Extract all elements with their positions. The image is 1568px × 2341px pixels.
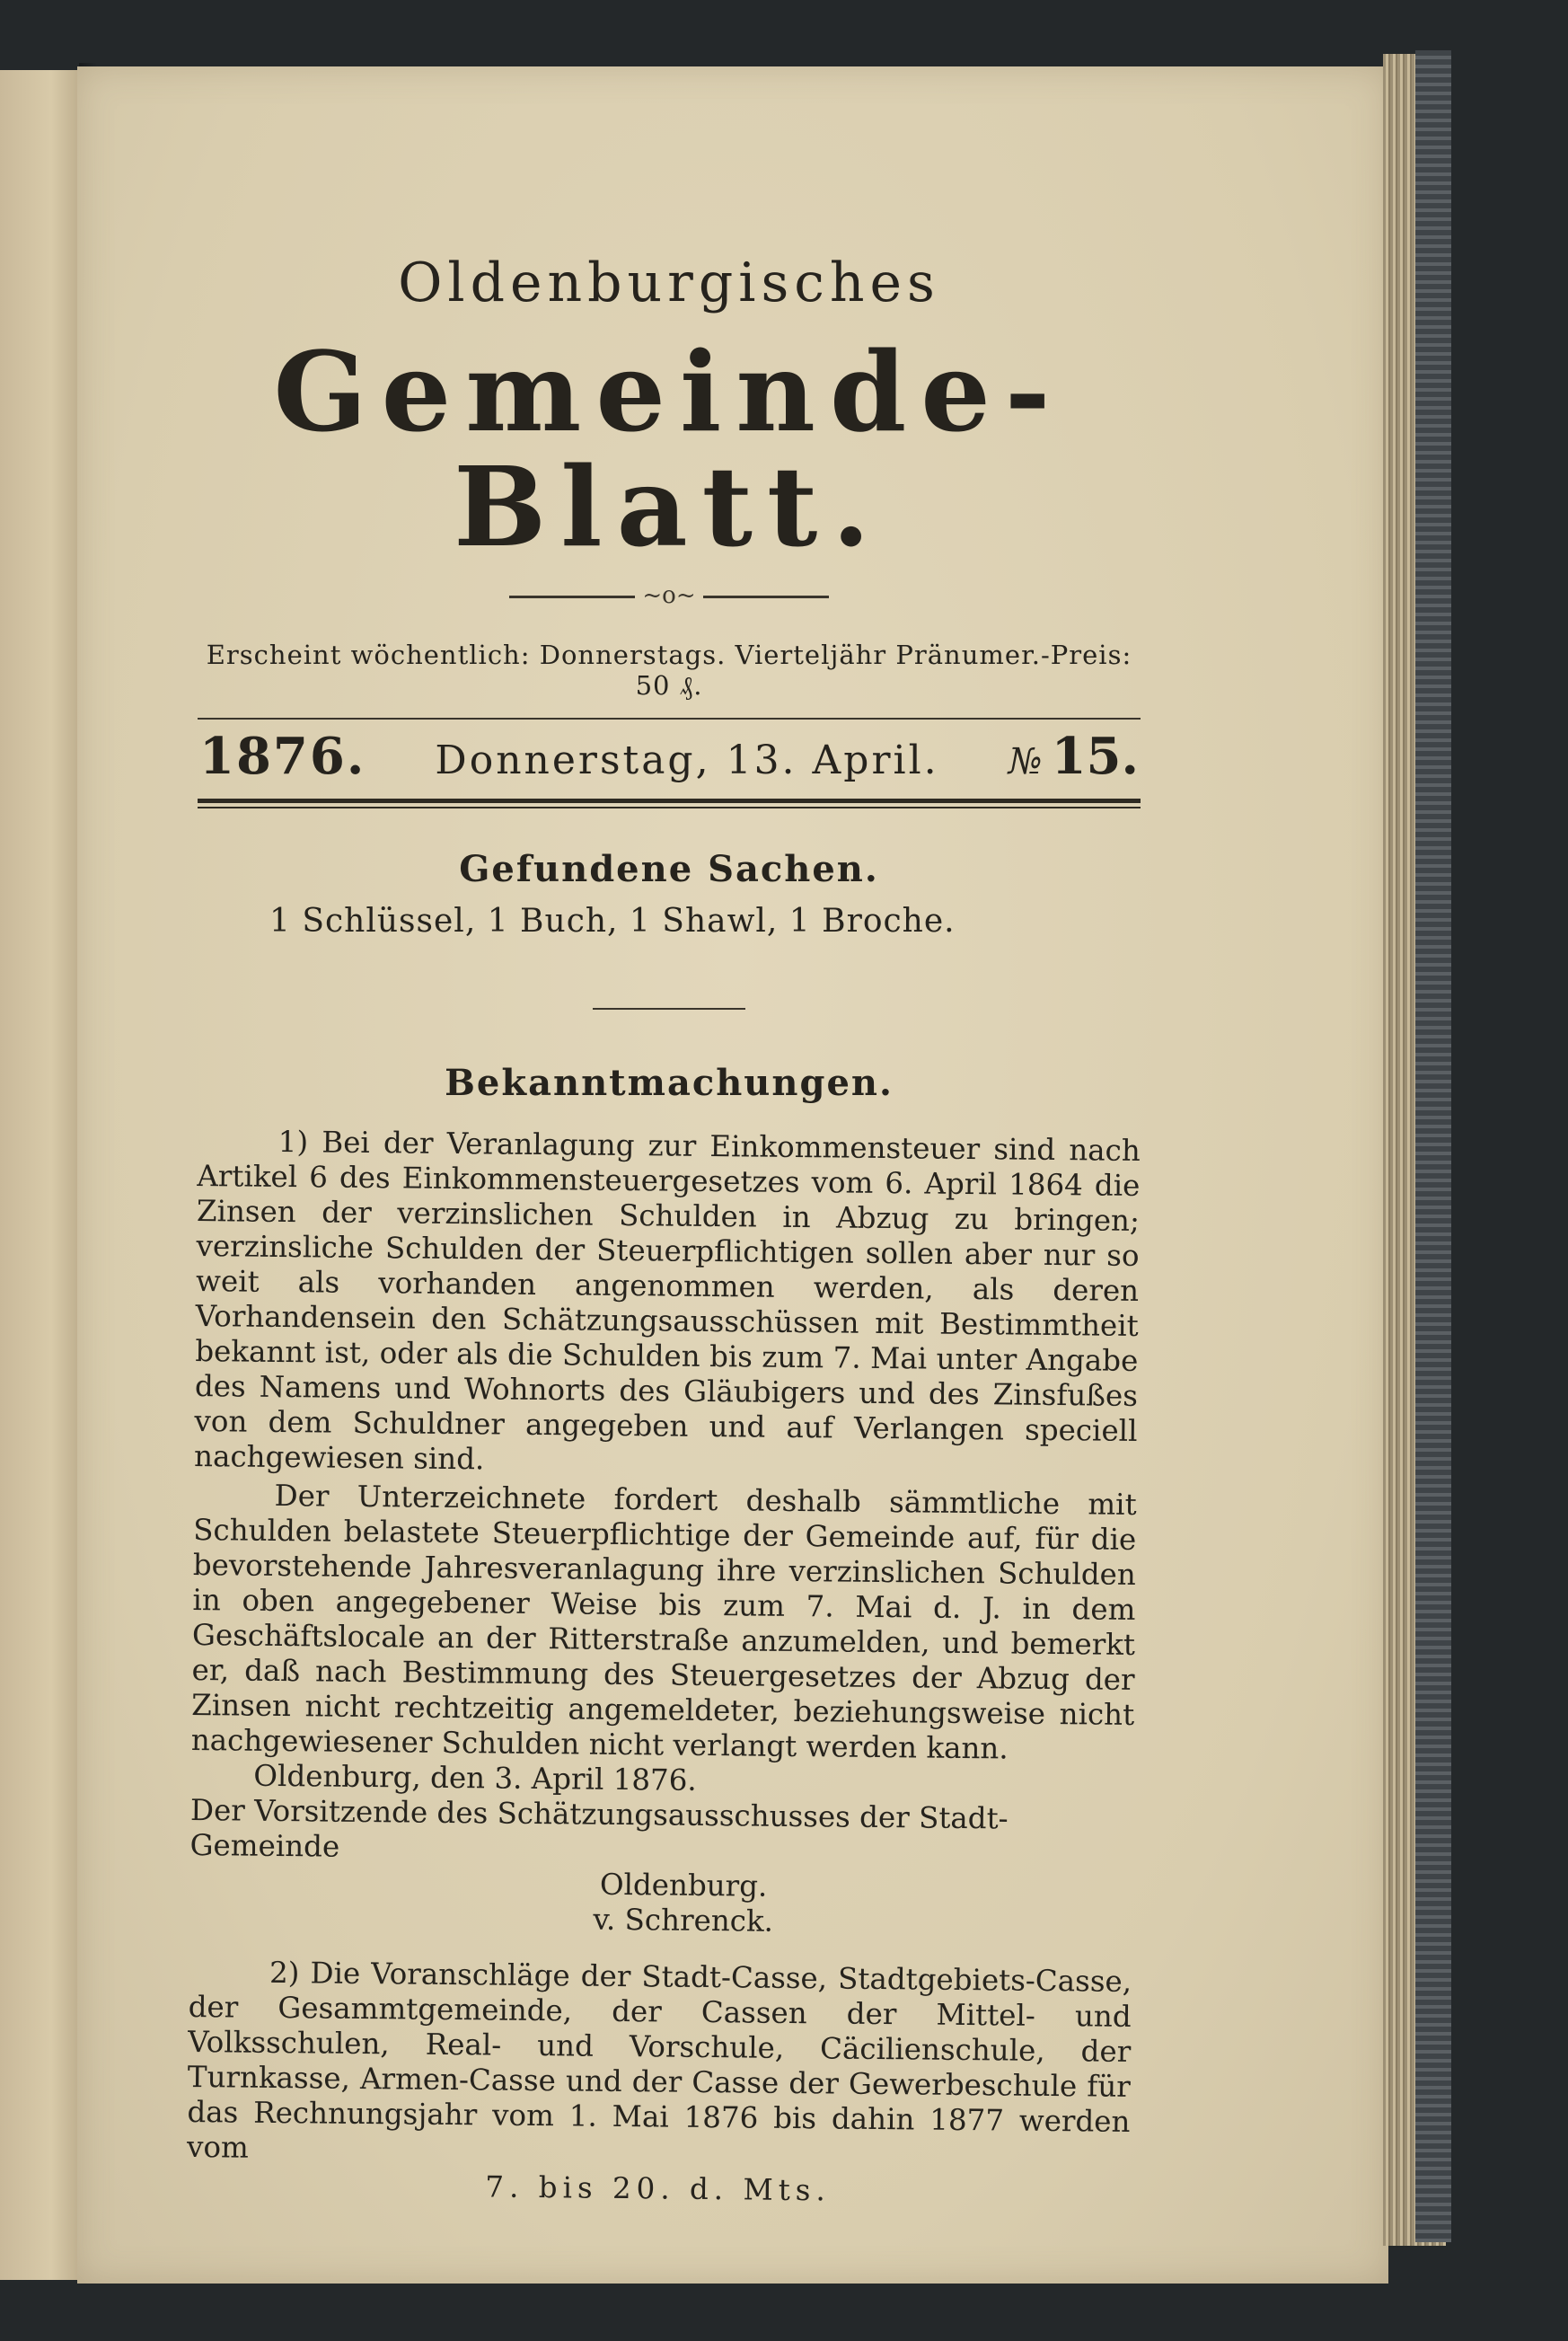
issue-year: 1876. — [199, 727, 366, 787]
publication-info: Erscheint wöchentlich: Donnerstags. Vierteljähr Pränumer.-Preis: 50 ₰. — [206, 640, 1132, 702]
left-page-edge — [0, 70, 87, 2280]
ornament-center-icon: ~o~ — [642, 582, 696, 610]
issue-date: Donnerstag, 13. April. — [435, 738, 939, 784]
dateline — [198, 727, 1141, 786]
found-items-list: 1 Schlüssel, 1 Buch, 1 Shawl, 1 Broche. — [269, 903, 956, 941]
book-cover-edge — [1415, 50, 1451, 2242]
found-items-heading: Gefundene Sachen. — [459, 848, 879, 891]
notice-1-paragraph-1: 1) Bei der Veranlagung zur Einkommensteuer sind nach Artikel 6 des Einkommensteuergesetzes vom 6. April 1864 die Zinsen der verzinslichen Schulden in Abzug zu bringen; verzinsliche Schulden der Steuerpflichtigen sollen aber nur so weit als vorhanden angenommen werden, als deren Vorhandensein den Schätzungsausschüssen mit Bestimmtheit bekannt ist, oder als die Schulden bis zum 7. Mai unter Angabe des Namens und Wohnorts des Gläubigers und des Zinsfußes von dem Schuldner angegeben und auf Verlangen speciell nachgewiesen sind. — [193, 1125, 1141, 1477]
notices-heading: Bekanntmachungen. — [445, 1062, 894, 1105]
issue-number-value: 15. — [1051, 727, 1139, 787]
notice-2-date-range: 7. bis 20. d. Mts. — [485, 2169, 831, 2208]
masthead-subtitle: Oldenburgisches — [398, 252, 940, 314]
section-divider — [593, 1008, 745, 1010]
page-content — [186, 243, 1141, 2208]
notice-1-paragraph-2: Der Unterzeichnete fordert deshalb sämmtliche mit Schulden belastete Steuerpflichtige der Gemeinde auf, für die bevorstehende Jahresveranlagung ihre verzinslichen Schulden in oben angegebener Weise bis zum 7. Mai d. J. in dem Geschäftslocale an der Ritterstraße anzumelden, und bemerkt er, daß nach Bestimmung des Steuergesetzes der Abzug der Zinsen nicht rechtzeitig angemeldeter, beziehungsweise nicht nachgewiesener Schulden nicht verlangt werden kann. — [190, 1479, 1137, 1766]
ornament-line-left — [509, 596, 635, 598]
issue-number — [1009, 727, 1139, 786]
notice-1-signature-place: Oldenburg. — [599, 1867, 768, 1904]
notices-body — [186, 1124, 1141, 2213]
notice-2-paragraph: 2) Die Voranschläge der Stadt-Casse, Stadtgebiets-Casse, der Gesammtgemeinde, der Cassen der Mittel- und Volksschulen, Real- und Vorschule, Cäcilienschule, der Turnkasse, Armen-Casse und der Casse der Gewerbeschule für das Rechnungsjahr vom 1. Mai 1876 bis dahin 1877 werden vom — [186, 1956, 1132, 2165]
notice-1-signature-title: Der Vorsitzende des Schätzungsausschusses der Stadt-Gemeinde — [189, 1793, 1009, 1864]
notice-1-signature-name: v. Schrenck. — [593, 1902, 774, 1939]
masthead-title: Gemeinde-Blatt. — [273, 327, 1065, 572]
divider-double — [198, 799, 1141, 808]
divider-thin — [198, 718, 1141, 720]
ornament-line-right — [703, 596, 829, 598]
number-sign: № — [1008, 741, 1043, 783]
masthead-ornament — [198, 582, 1141, 609]
notice-1-place-date: Oldenburg, den 3. April 1876. — [253, 1758, 697, 1798]
